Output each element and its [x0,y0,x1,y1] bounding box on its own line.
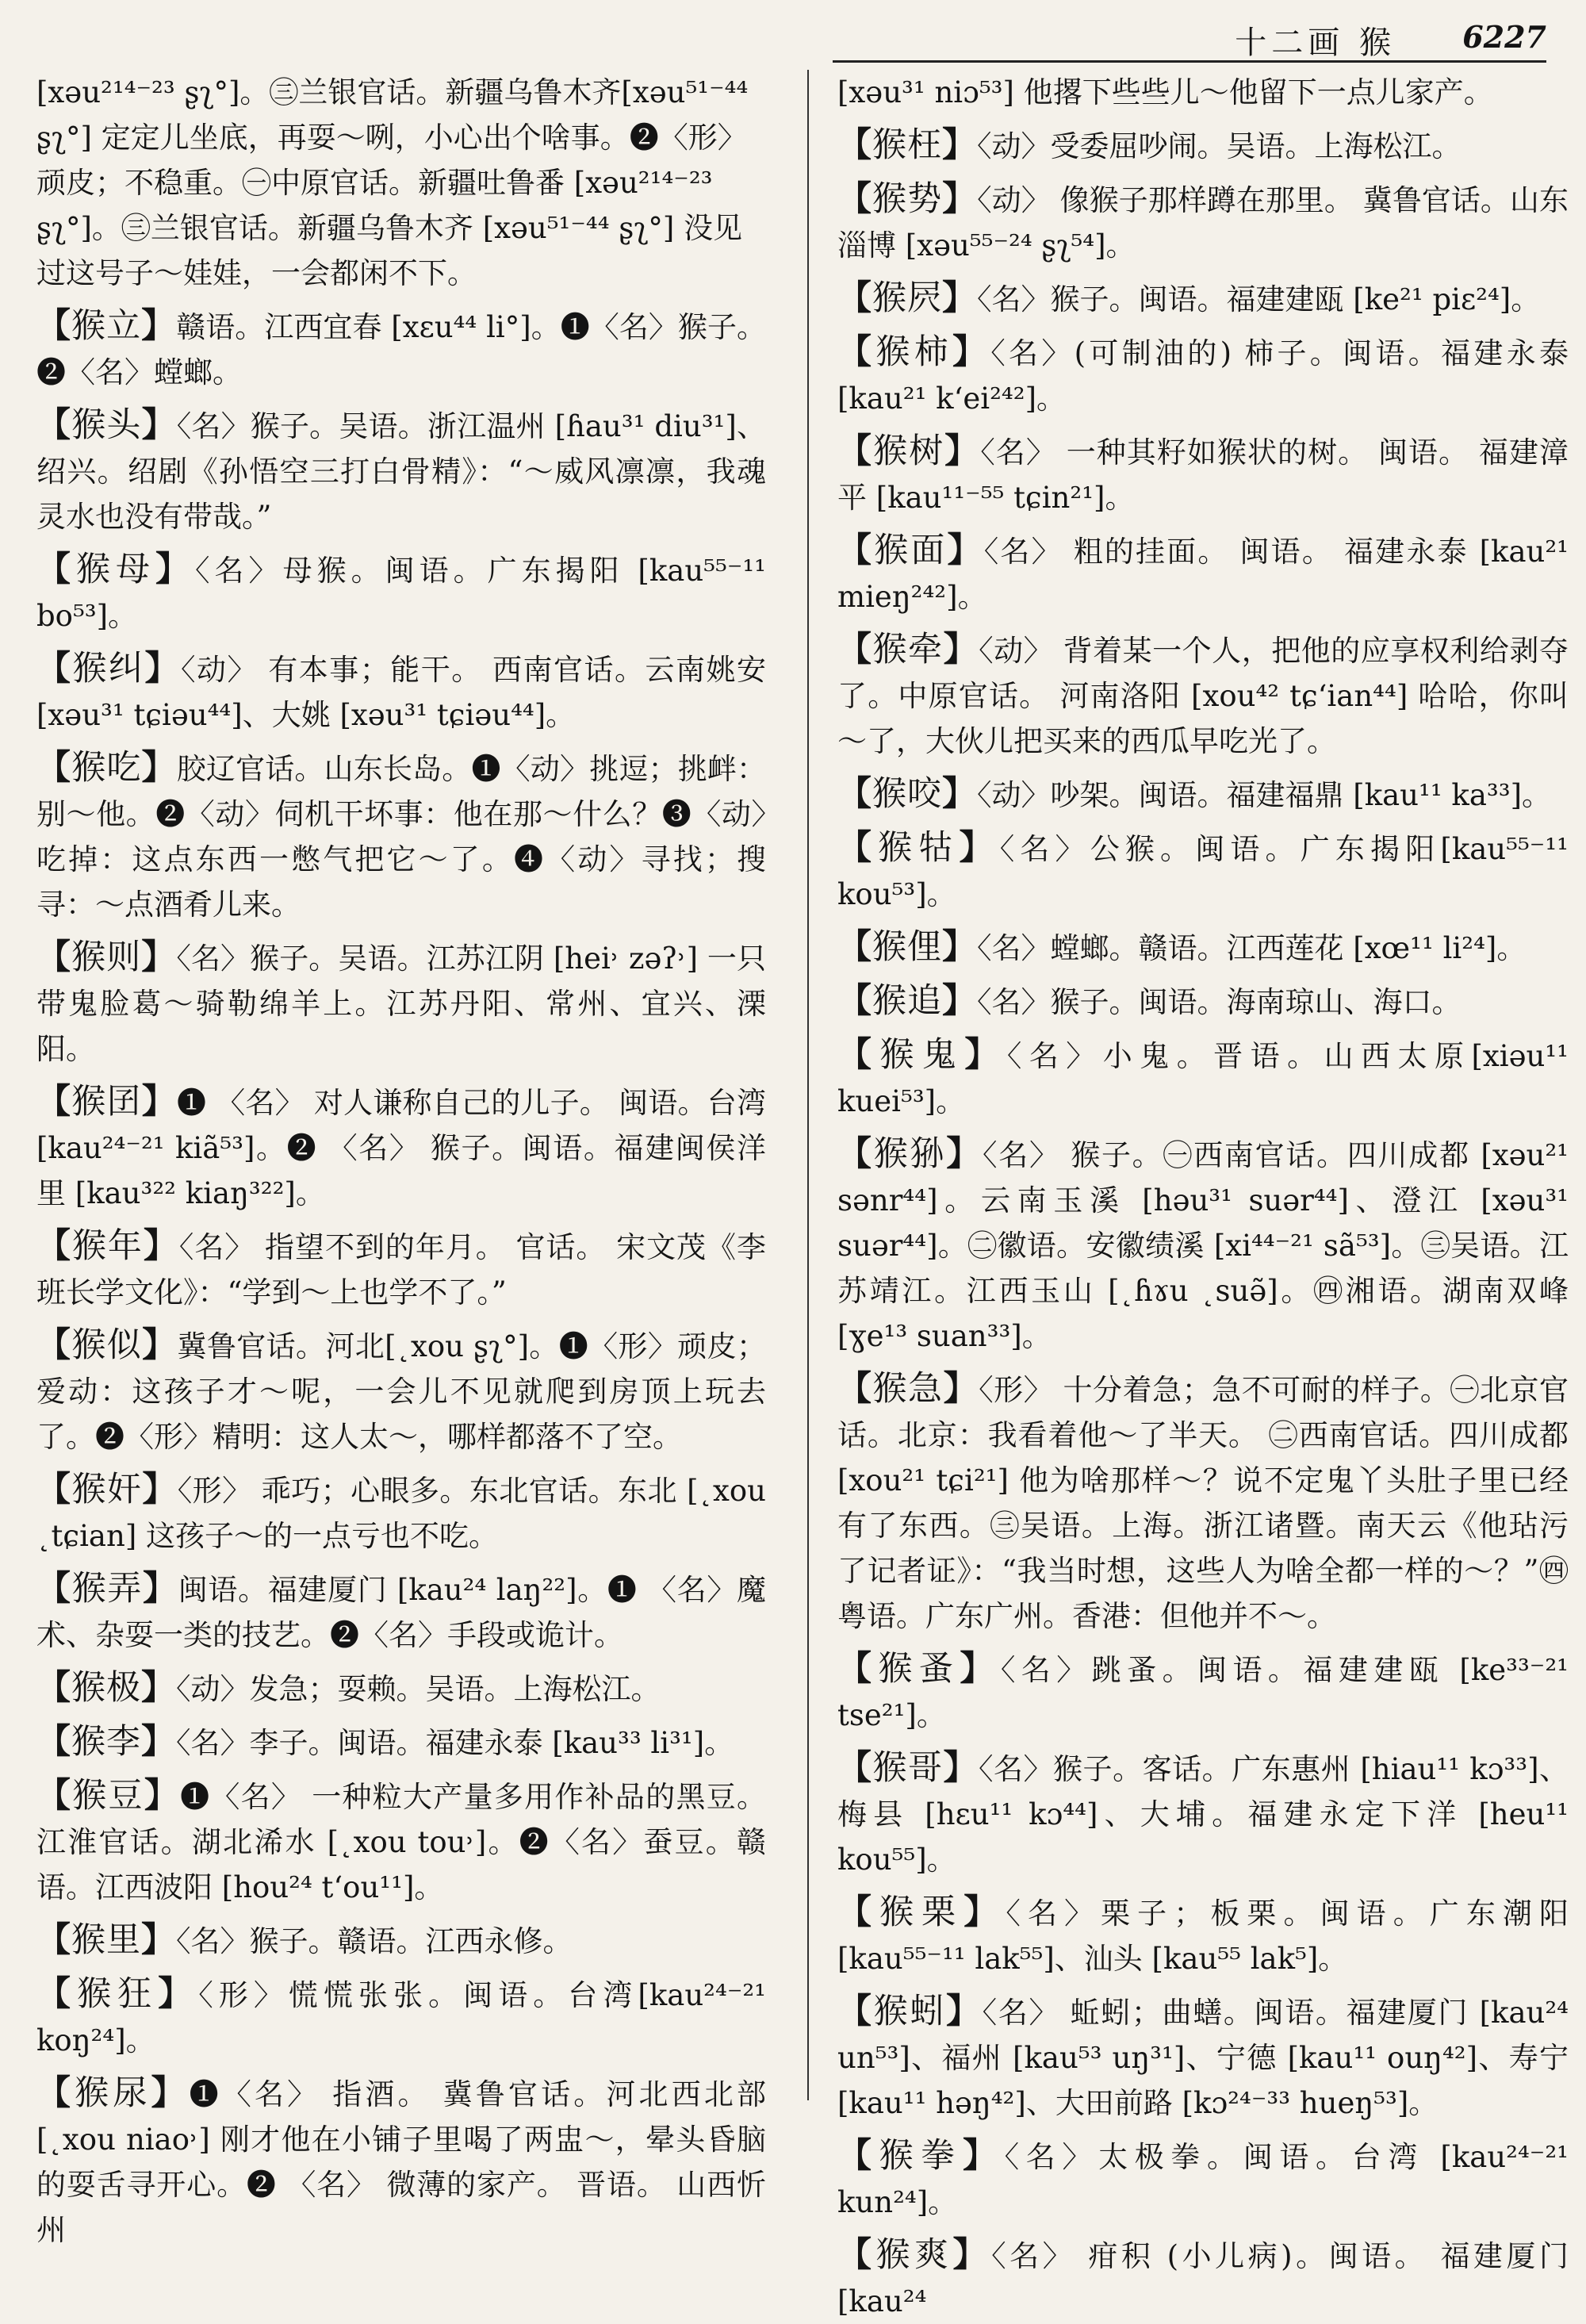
entry-definition: 〈名〉猴子。吴语。浙江温州 [ɦau³¹ diu³¹]、绍兴。绍剧《孙悟空三打白骨精》：“～威风凛凛，我魂灵水也没有带哉。” [36,409,767,534]
entry-headword: 【猴母】 [36,550,196,589]
dictionary-entry [36,403,766,539]
dictionary-entry [837,826,1569,917]
dictionary-entry [36,2071,766,2253]
entry-headword: 【猴囝】 [36,1082,177,1122]
entry-headword: 【猴鬼】 [837,1035,1007,1075]
dictionary-entry [837,123,1569,169]
dictionary-entry [36,304,766,395]
entry-definition: 〈名〉跳蚤。闽语。福建建瓯 [ke³³⁻²¹ tse²¹]。 [837,1653,1569,1732]
entry-definition: 〈名〉 指望不到的年月。 官话。 宋文茂《李班长学文化》：“学到～上也学不了。” [36,1230,766,1310]
entry-definition: 〈名〉栗子；板栗。闽语。广东潮阳 [kau⁵⁵⁻¹¹ lak⁵⁵]、汕头 [kau⁵⁵ lak⁵]。 [837,1896,1569,1976]
dictionary-entry [36,1720,766,1766]
entry-headword: 【猴立】 [36,306,177,346]
dictionary-entry [837,429,1569,520]
dictionary-entry [837,1890,1569,1981]
entry-definition: 〈动〉吵架。闽语。福建福鼎 [kau¹¹ ka³³]。 [977,778,1552,812]
entry-definition: 〈动〉发急；耍赖。吴语。上海松江。 [176,1672,661,1706]
entry-headword: 【猴豆】 [36,1776,181,1816]
entry-headword: 【猴狂】 [36,1974,199,2014]
dictionary-entry [837,330,1569,421]
entry-headword: 【猴牯】 [837,828,1000,868]
dictionary-entry [837,772,1569,818]
dictionary-entry [837,1989,1569,2126]
dictionary-entry [36,1224,766,1315]
entry-headword: 【猴头】 [36,405,177,445]
dictionary-entry [36,646,766,738]
entry-headword: 【猴李】 [36,1722,176,1762]
column-divider [807,70,809,2100]
entry-definition: 〈动〉 背着某一个人，把他的应享权利给剥夺了。中原官话。 河南洛阳 [xou⁴² tɕʻian⁴⁴] 哈哈，你叫～了，大伙儿把买来的西瓜早吃光了。 [837,634,1569,758]
entry-definition: 〈形〉慌慌张张。闽语。台湾[kau²⁴⁻²¹ koŋ²⁴]。 [36,1978,767,2057]
entry-headword: 【猴则】 [36,938,177,977]
page-number: 6227 [1462,19,1546,55]
entry-definition: 赣语。江西宜春 [xɛu⁴⁴ li°]。❶〈名〉猴子。❷〈名〉螳螂。 [36,310,767,389]
dictionary-entry [837,627,1569,764]
entry-headword: 【猴似】 [36,1325,178,1365]
dictionary-entry [36,1972,766,2063]
entry-list [837,123,1569,2324]
entry-definition: ❶〈名〉 一种粒大产量多用作补品的黑豆。江淮官话。湖北浠水 [˛xou tou˒]。❷〈名〉蚕豆。赣语。江西波阳 [hou²⁴ tʻou¹¹]。 [36,1780,767,1904]
dictionary-entry [837,979,1569,1025]
dictionary-entry [837,1367,1569,1639]
dictionary-entry [36,1323,766,1459]
entry-headword: 【猴追】 [837,981,977,1021]
entry-definition: 〈形〉 十分着急；急不可耐的样子。㊀北京官话。北京：我看着他～了半天。 ㊁西南官话。四川成都 [xou²¹ tɕi²¹] 他为啥那样～？说不定鬼丫头肚子里已经有了东西。㊂吴语。上海。浙江诸暨。南天云《他玷污了记者证》：“我当时想，这些人为啥全都一样的～？”㊃粤语。广东广州。香港：但他并不～。 [837,1373,1569,1633]
dictionary-entry [837,925,1569,971]
dictionary-entry [36,1774,766,1910]
entry-definition: 〈名〉 粗的挂面。 闽语。 福建永泰 [kau²¹ mieŋ²⁴²]。 [837,535,1569,614]
entry-headword: 【猴面】 [837,531,984,570]
entry-definition: 〈名〉太极拳。闽语。台湾 [kau²⁴⁻²¹ kun²⁴]。 [837,2140,1569,2219]
dictionary-entry [36,547,766,639]
entry-headword: 【猴牵】 [837,630,979,669]
dictionary-entry [837,1033,1569,1124]
entry-definition: 〈动〉 像猴子那样蹲在那里。 冀鲁官话。山东淄博 [xəu⁵⁵⁻²⁴ ʂʅ⁵⁴]。 [837,183,1569,263]
entry-headword: 【猴吃】 [36,748,177,788]
entry-headword: 【猴弄】 [36,1569,178,1609]
entry-headword: 【猴柿】 [837,332,991,372]
entry-headword: 【猴急】 [837,1369,979,1409]
entry-definition: 〈形〉 乖巧；心眼多。东北官话。东北 [˛xou ˛tɕian] 这孩子～的一点亏也不吃。 [36,1474,766,1553]
entry-headword: 【猴狲】 [837,1134,983,1174]
entry-headword: 【猴里】 [36,1920,176,1960]
entry-definition: 〈名〉猴子。客话。广东惠州 [hiau¹¹ kɔ³³]、梅县 [hɛu¹¹ kɔ⁴⁴]、大埔。福建永定下洋 [heu¹¹ kou⁵⁵]。 [837,1752,1569,1877]
dictionary-entry [837,1746,1569,1882]
dictionary-entry [837,177,1569,268]
entry-definition: 〈名〉母猴。闽语。广东揭阳 [kau⁵⁵⁻¹¹ bo⁵³]。 [36,554,767,633]
page-header [833,14,1546,63]
entry-headword: 【猴极】 [36,1668,176,1708]
entry-list [36,304,766,2253]
entry-definition: 〈动〉受委屈吵闹。吴语。上海松江。 [977,129,1461,163]
entry-definition: 〈名〉猴子。吴语。江苏江阴 [hei˒ zəʔ˒] 一只带鬼脸葛～骑勒绵羊上。江苏丹阳、常州、宜兴、溧阳。 [36,941,767,1066]
dictionary-entry [36,1080,766,1216]
left-column [36,70,767,2247]
entry-definition: ❶ 〈名〉 对人谦称自己的儿子。 闽语。台湾 [kau²⁴⁻²¹ kiã⁵³]。❷ 〈名〉 猴子。闽语。福建闽侯洋里 [kau³²² kiaŋ³²²]。 [36,1086,767,1210]
dictionary-entry [837,2134,1569,2225]
entry-definition: 闽语。福建厦门 [kau²⁴ laŋ²²]。❶ 〈名〉魔术、杂耍一类的技艺。❷〈名〉手段或诡计。 [36,1573,767,1652]
continuation-text: [xəu²¹⁴⁻²³ ʂʅ°]。㊂兰银官话。新疆乌鲁木齐[xəu⁵¹⁻⁴⁴ ʂʅ°] 定定儿坐底，再耍～咧，小心出个啥事。❷〈形〉顽皮；不稳重。㊀中原官话。新疆吐鲁番 [xəu²¹⁴⁻²³ ʂʅ°]。㊂兰银官话。新疆乌鲁木齐 [xəu⁵¹⁻⁴⁴ ʂʅ°] 没见过这号子～娃娃，一会都闲不下。 [36,75,749,290]
dictionary-entry [837,528,1569,619]
entry-headword: 【猴俚】 [837,927,977,967]
continuation-text: [xəu³¹ niɔ⁵³] 他撂下些些儿～他留下一点儿家产。 [837,75,1493,109]
entry-definition: 〈名〉猴子。闽语。海南琼山、海口。 [977,985,1461,1019]
dictionary-entry [837,2233,1569,2324]
entry-definition: 〈名〉 一种其籽如猴状的树。 闽语。 福建漳平 [kau¹¹⁻⁵⁵ tɕin²¹]。 [837,435,1569,515]
entry-headword: 【猴年】 [36,1226,179,1266]
entry-definition: 〈名〉猴子。赣语。江西永修。 [176,1924,573,1958]
entry-definition: 〈名〉 猴子。㊀西南官话。四川成都 [xəu²¹ sənr⁴⁴]。云南玉溪 [həu³¹ suər⁴⁴]、澄江 [xəu³¹ suər⁴⁴]。㊁徽语。安徽绩溪 [xi⁴⁴⁻²¹ sã⁵³]。㊂吴语。江苏靖江。江西玉山 [˛ɦɤu ˛suə̃]。㊃湘语。湖南双峰 [ɣe¹³ suan³³]。 [837,1138,1569,1353]
dictionary-entry [36,935,766,1072]
entry-headword: 【猴势】 [837,179,978,219]
entry-definition: 〈名〉猴子。闽语。福建建瓯 [ke²¹ piɛ²⁴]。 [977,282,1541,316]
entry-definition: 〈名〉 疳积 (小儿病)。闽语。 福建厦门[kau²⁴ [837,2239,1569,2318]
right-column [837,70,1569,2318]
entry-definition: 〈名〉小鬼。晋语。山西太原[xiəu¹¹ kuei⁵³]。 [837,1039,1569,1118]
entry-headword: 【猴蚓】 [837,1992,983,2031]
entry-definition: 胶辽官话。山东长岛。❶〈动〉挑逗；挑衅：别～他。❷〈动〉伺机干坏事：他在那～什么？❸〈动〉吃掉：这点东西一憋气把它～了。❹〈动〉寻找；搜寻：～点酒肴儿来。 [36,752,767,922]
dictionary-entry [36,1666,766,1712]
entry-headword: 【猴屄】 [837,278,977,318]
entry-headword: 【猴奸】 [36,1470,178,1509]
entry-headword: 【猴哥】 [837,1748,979,1788]
entry-definition: ❶〈名〉 指酒。 冀鲁官话。河北西北部 [˛xou niao˒] 刚才他在小铺子里喝了两盅～，晕头昏脑的耍舌寻开心。❷ 〈名〉 微薄的家产。 晋语。 山西忻州 [36,2077,767,2247]
section-title: 十二画 猴 [1235,25,1396,61]
entry-headword: 【猴栗】 [837,1893,1006,1932]
entry-headword: 【猴枉】 [837,125,977,165]
entry-headword: 【猴爽】 [837,2235,992,2275]
entry-headword: 【猴蚤】 [837,1649,1001,1689]
dictionary-entry [837,276,1569,322]
dictionary-entry [837,1647,1569,1738]
entry-definition: 〈名〉 蚯蚓；曲蟮。闽语。福建厦门 [kau²⁴ un⁵³]、福州 [kau⁵³ uŋ³¹]、宁德 [kau¹¹ ouŋ⁴²]、寿宁 [kau¹¹ həŋ⁴²]、大田前路 [kɔ²⁴⁻³³ hueŋ⁵³]。 [837,1996,1569,2120]
entry-definition: 〈动〉 有本事；能干。 西南官话。云南姚安 [xəu³¹ tɕiəu⁴⁴]、大姚 [xəu³¹ tɕiəu⁴⁴]。 [36,653,766,732]
entry-headword: 【猴纠】 [36,649,181,688]
entry-headword: 【猴拳】 [837,2136,1005,2176]
entry-definition: 〈名〉公猴。闽语。广东揭阳[kau⁵⁵⁻¹¹ kou⁵³]。 [837,832,1569,911]
entry-headword: 【猴树】 [837,431,981,471]
entry-headword: 【猴咬】 [837,774,977,814]
entry-headword: 【猴尿】 [36,2073,190,2113]
entry-definition: 〈名〉(可制油的) 柿子。闽语。福建永泰[kau²¹ kʻei²⁴²]。 [837,336,1569,416]
dictionary-entry [36,1567,766,1658]
entry-definition: 〈名〉螳螂。赣语。江西莲花 [xœ¹¹ li²⁴]。 [977,931,1527,965]
dictionary-entry [36,746,766,927]
dictionary-entry [36,1918,766,1964]
entry-definition: 冀鲁官话。河北[˛xou ʂʅ°]。❶〈形〉顽皮；爱动：这孩子才～呢，一会儿不见就爬到房顶上玩去了。❷〈形〉精明：这人太～，哪样都落不了空。 [36,1329,767,1454]
dictionary-entry [36,1467,766,1559]
dictionary-entry [837,1132,1569,1359]
entry-definition: 〈名〉李子。闽语。福建永泰 [kau³³ li³¹]。 [176,1726,734,1760]
